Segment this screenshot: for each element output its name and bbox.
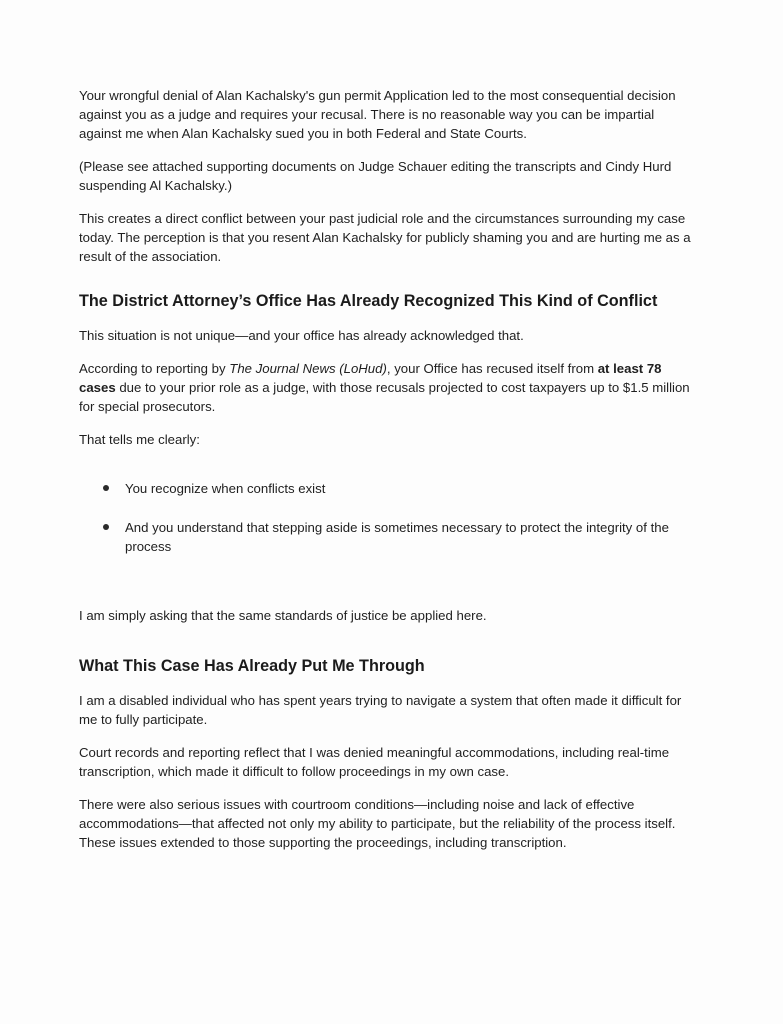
paragraph-tells-me: That tells me clearly: xyxy=(79,432,200,447)
paragraph-recusal-request: Your wrongful denial of Alan Kachalsky's gun permit Application led to the most consequential decision against you as a judge and requires your recusal. There is no reasonable way you can be impartial against me when Alan Kachalsky sued you in both Federal and State Courts. xyxy=(79,88,676,141)
paragraph-same-standards: I am simply asking that the same standards of justice be applied here. xyxy=(79,608,487,623)
list-item xyxy=(79,518,699,556)
paragraph-not-unique: This situation is not unique—and your office has already acknowledged that. xyxy=(79,328,524,343)
heading-da-office-conflict: The District Attorney’s Office Has Already Recognized This Kind of Conflict xyxy=(79,292,658,310)
list-item-text: You recognize when conflicts exist xyxy=(125,481,326,496)
document-body xyxy=(79,86,699,852)
lohud-text-part3: due to your prior role as a judge, with those recusals projected to cost taxpayers up to $1.5 million for special prosecutors. xyxy=(79,380,690,414)
bullet-icon xyxy=(103,524,109,530)
paragraph-denied-accommodations: Court records and reporting reflect that I was denied meaningful accommodations, including real-time transcription, which made it difficult to follow proceedings in my own case. xyxy=(79,745,670,779)
bullet-icon xyxy=(103,485,109,491)
bullet-list xyxy=(79,479,699,556)
paragraph-supporting-documents: (Please see attached supporting documents on Judge Schauer editing the transcripts and Cindy Hurd suspending Al Kachalsky.) xyxy=(79,159,672,193)
paragraph-courtroom-conditions: There were also serious issues with courtroom conditions—including noise and lack of effective accommodations—that affected not only my ability to participate, but the reliability of the process itself. These issues extended to those supporting the proceedings, including transcription. xyxy=(79,797,676,850)
paragraph-direct-conflict: This creates a direct conflict between your past judicial role and the circumstances surrounding my case today. The perception is that you resent Alan Kachalsky for publicly shaming you and are hurting me as a result of the association. xyxy=(79,211,691,264)
list-item-text: And you understand that stepping aside is sometimes necessary to protect the integrity of the process xyxy=(125,520,669,554)
list-item xyxy=(79,479,699,498)
paragraph-lohud-reporting xyxy=(79,359,699,416)
lohud-text-part2: , your Office has recused itself from xyxy=(386,361,598,376)
paragraph-disabled-individual: I am a disabled individual who has spent years trying to navigate a system that often made it difficult for me to fully participate. xyxy=(79,693,682,727)
lohud-source-name: The Journal News (LoHud) xyxy=(229,361,387,376)
lohud-case-count: at least 78 cases xyxy=(79,361,662,395)
heading-what-case-put-me-through: What This Case Has Already Put Me Through xyxy=(79,657,425,675)
lohud-text-part1: According to reporting by xyxy=(79,361,230,376)
